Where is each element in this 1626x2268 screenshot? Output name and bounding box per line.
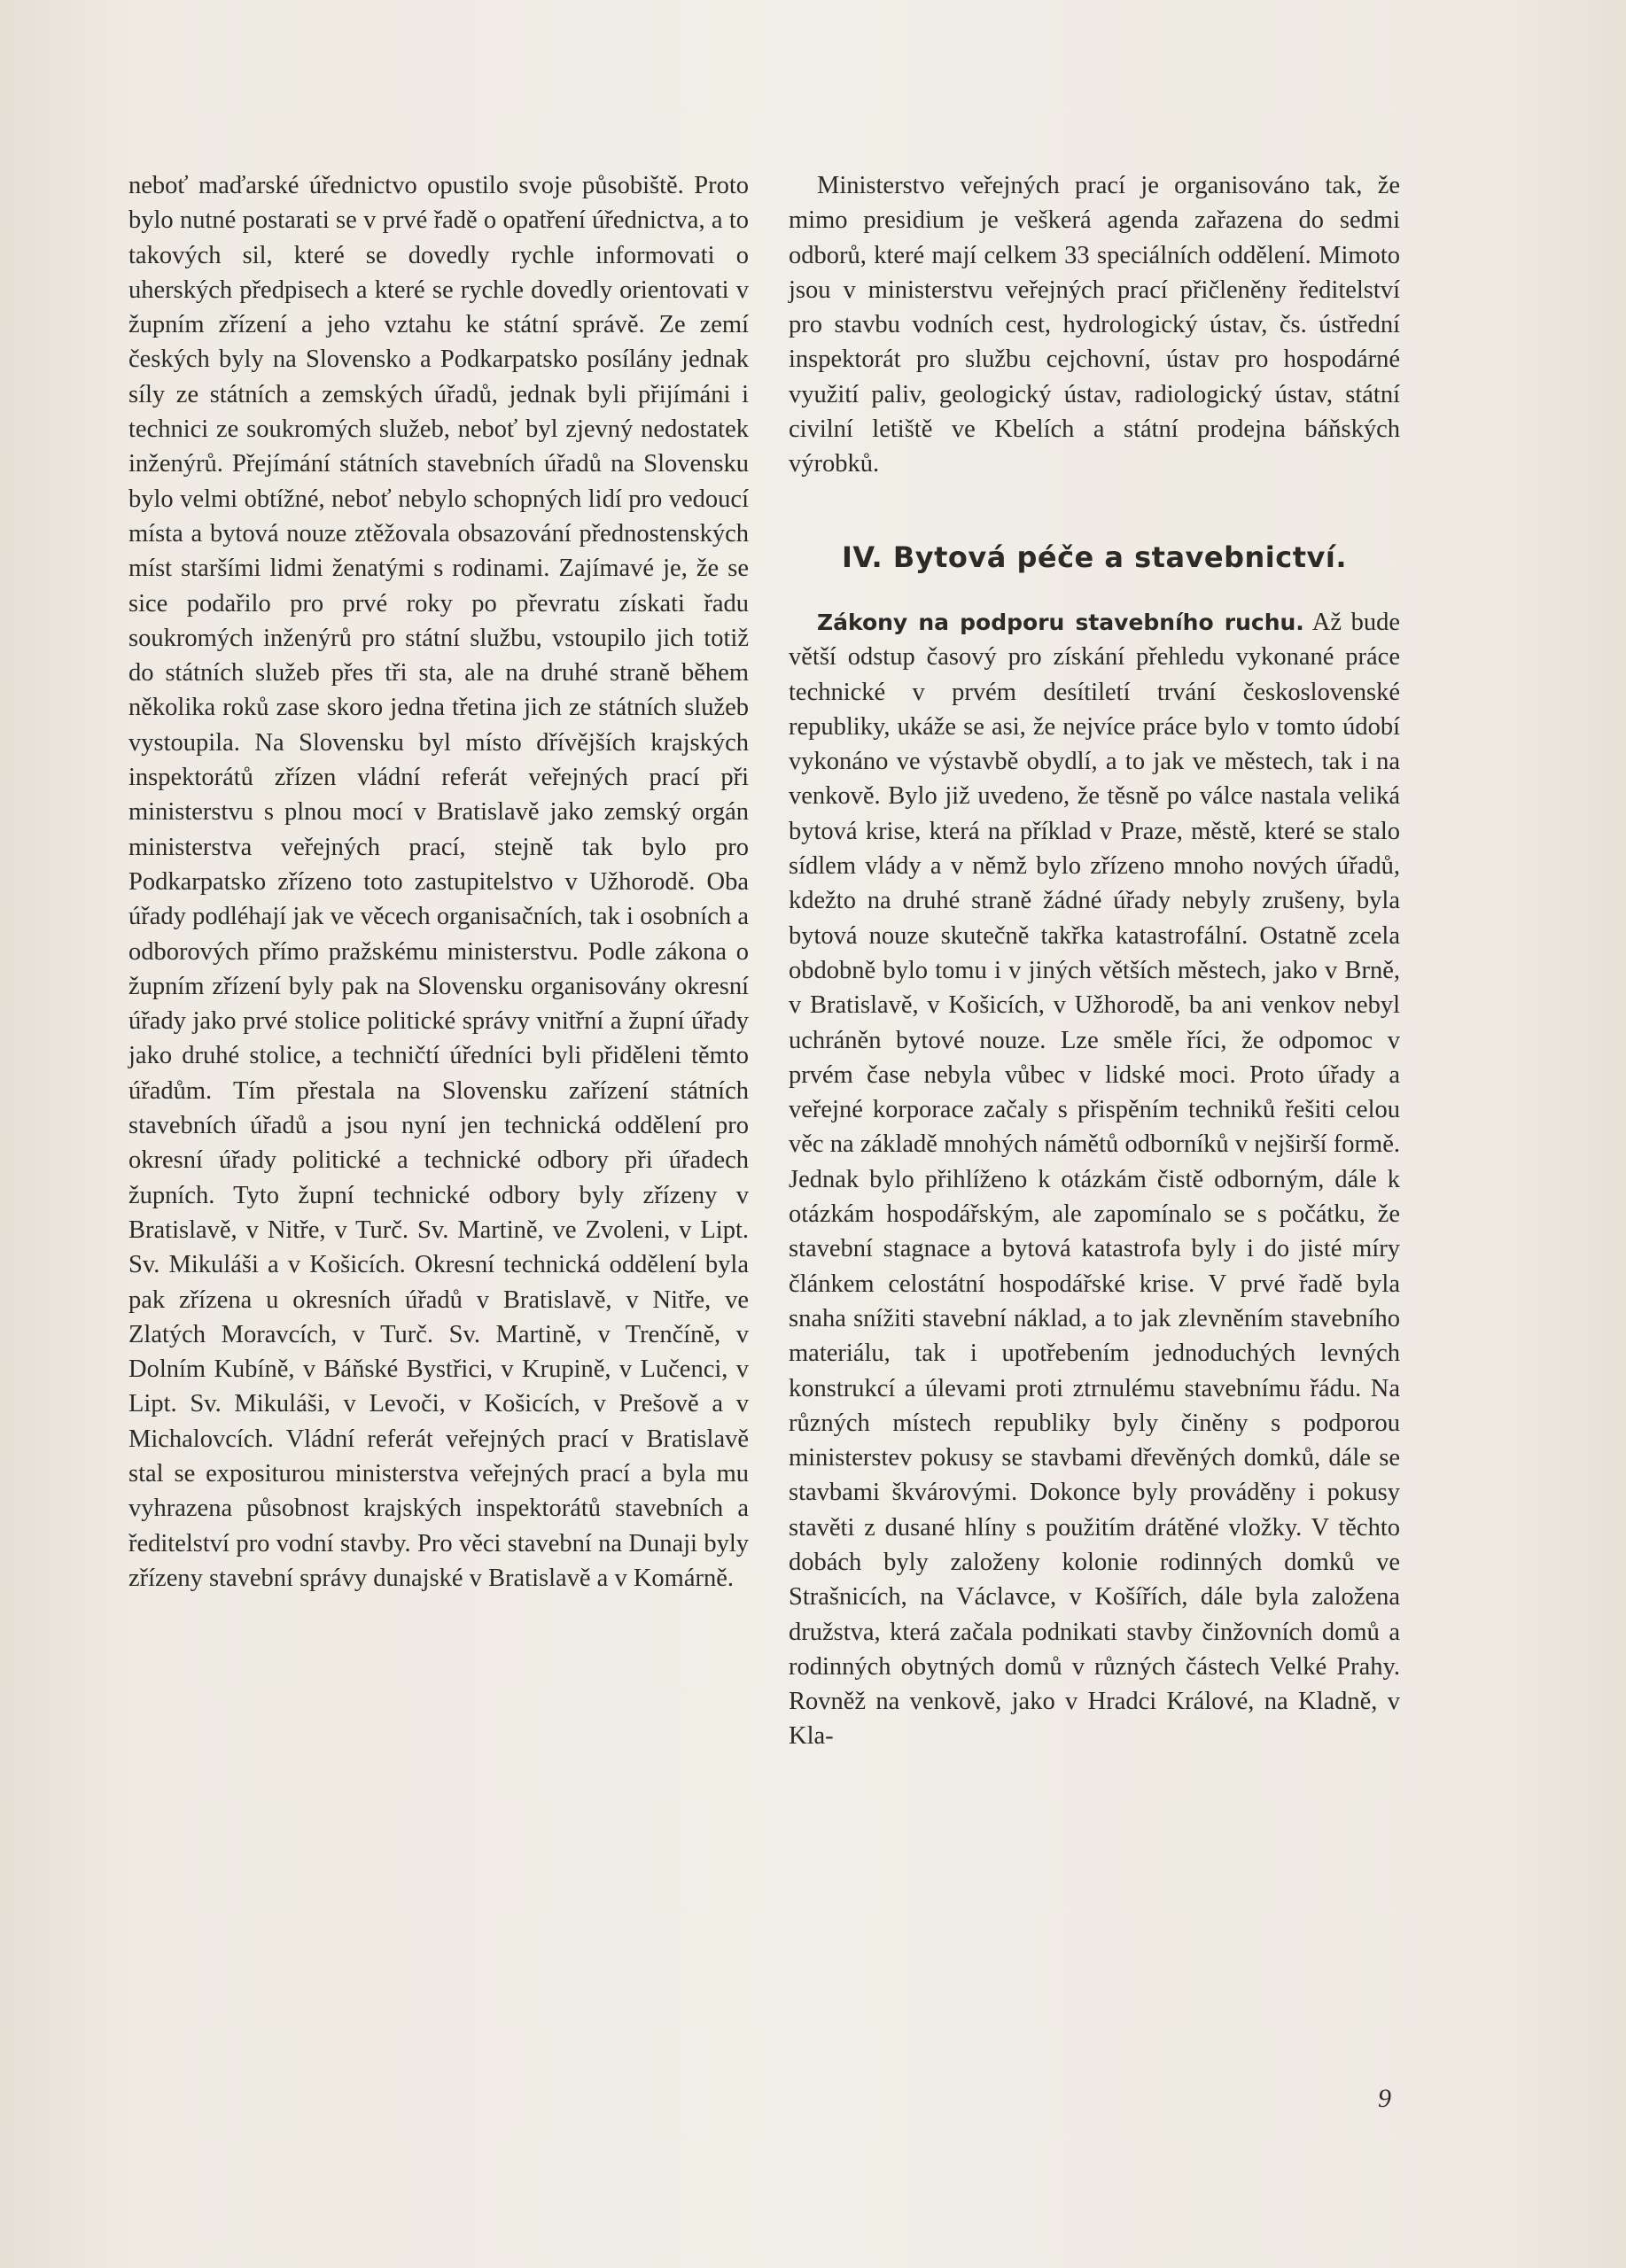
housing-paragraph-text: Až bude větší odstup časový pro získání přehledu vykonané práce technické v prvém desítiletí trvání československé republiky, ukáže se asi, že nejvíce práce bylo v tomto údobí vykonáno ve výstavbě obydlí, a to jak ve městech, tak i na venkově. Bylo již uvedeno, že těsně po válce nastala veliká bytová krise, která na příklad v Praze, městě, které se stalo sídlem vlády a v němž bylo zřízeno mnoho nových úřadů, kdežto na druhé straně žádné úřady nebyly zrušeny, byla bytová nouze skutečně takřka katastrofální. Ostatně zcela obdobně bylo tomu i v jiných větších městech, jako v Brně, v Bratislavě, v Košicích, v Užhorodě, ba ani venkov nebyl uchráněn bytové nouze. Lze směle říci, že odpomoc v prvém čase nebyla vůbec v lidské moci. Proto úřady a veřejné korporace začaly s přispěním techniků řešiti celou věc na základě mnohých námětů odborníků v nejširší formě. Jednak bylo přihlíženo k otázkám čistě odborným, dále k otázkám hospodářským, ale zapomínalo se s počátku, že stavební stagnace a bytová katastrofa byly i do jisté míry článkem celostátní hospodářské krise. V prvé řadě byla snaha snížiti stavební náklad, a to jak zlevněním stavebního materiálu, tak i upotřebením jednoduchých levných konstrukcí a úlevami proti ztrnulému stavebnímu řádu. Na různých místech republiky byly činěny s podporou ministerstev pokusy se stavbami dřevěných domků, dále se stavbami škvárovými. Dokonce byly prováděny i pokusy stavěti z dusané hlíny s použitím drátěné vložky. V těchto dobách byly založeny kolonie rodinných domků ve Strašnicích, na Václavce, v Košířích, dále byla založena družstva, která začala podnikati stavby činžovních domů a rodinných obytných domů v různých částech Velké Prahy. Rovněž na venkově, jako v Hradci Králové, na Kladně, v Kla-: [789, 608, 1400, 1751]
right-text-column: [789, 168, 1400, 1754]
ministry-paragraph: Ministerstvo veřejných prací je organisováno tak, že mimo presidium je veškerá agenda zařazena do sedmi odborů, které mají celkem 33 speciálních oddělení. Mimoto jsou v ministerstvu veřejných prací přičleněny ředitelství pro stavbu vodních cest, hydrologický ústav, čs. ústřední inspektorát pro službu cejchovní, ústav pro hospodárné využití paliv, geologický ústav, radiologický ústav, státní civilní letiště ve Kbelích a státní prodejna báňských výrobků.: [789, 172, 1400, 478]
left-column-paragraph: neboť maďarské úřednictvo opustilo svoje působiště. Proto bylo nutné postarati se v prvé řadě o opatření úřednictva, a to takových sil, které se dovedly rychle informovati o uherských předpisech a které se rychle dovedly orientovati v župním zřízení a jeho vztahu ke státní správě. Ze zemí českých byly na Slovensko a Podkarpatsko posílány jednak síly ze státních a zemských úřadů, jednak byli přijímáni i technici ze soukromých služeb, neboť byl zjevný nedostatek inženýrů. Přejímání státních stavebních úřadů na Slovensku bylo velmi obtížné, neboť nebylo schopných lidí pro vedoucí místa a bytová nouze ztěžovala obsazování přednostenských míst staršími lidmi ženatými s rodinami. Zajímavé je, že se sice podařilo pro prvé roky po převratu získati řadu soukromých inženýrů pro státní službu, vstoupilo jich totiž do státních služeb přes tři sta, ale na druhé straně během několika roků zase skoro jedna třetina jich ze státních služeb vystoupila. Na Slovensku byl místo dřívějších krajských inspektorátů zřízen vládní referát veřejných prací při ministerstvu s plnou mocí v Bratislavě jako zemský orgán ministerstva veřejných prací, stejně tak bylo pro Podkarpatsko zřízeno toto zastupitelstvo v Užhorodě. Oba úřady podléhají jak ve věcech organisačních, tak i osobních a odborových přímo pražskému ministerstvu. Podle zákona o župním zřízení byly pak na Slovensku organisovány okresní úřady jako prvé stolice politické správy vnitřní a župní úřady jako druhé stolice, a techničtí úředníci byli přiděleni těmto úřadům. Tím přestala na Slovensku zařízení státních stavebních úřadů a jsou nyní jen technická oddělení pro okresní úřady politické a technické odbory při úřadech župních. Tyto župní technické odbory byly zřízeny v Bratislavě, v Nitře, v Turč. Sv. Martině, ve Zvoleni, v Lipt. Sv. Mikuláši a v Košicích. Okresní technická oddělení byla pak zřízena u okresních úřadů v Bratislavě, v Nitře, ve Zlatých Moravcích, v Turč. Sv. Martině, v Trenčíně, v Dolním Kubíně, v Báňské Bystřici, v Krupině, v Lučenci, v Lipt. Sv. Mikuláši, v Levoči, v Košicích, v Prešově a v Michalovcích. Vládní referát veřejných prací v Bratislavě stal se expositurou ministerstva veřejných prací a byla mu vyhrazena působnost krajských inspektorátů stavebních a ředitelství pro vodní stavby. Pro věci stavební na Dunaji byly zřízeny stavební správy dunajské v Bratislavě a v Komárně.: [128, 172, 749, 1592]
left-text-column: [128, 168, 749, 1596]
housing-paragraph: [789, 605, 1400, 1754]
page-number: 9: [1378, 2084, 1391, 2113]
section-heading: IV. Bytová péče a stavebnictví.: [841, 540, 1348, 574]
run-in-heading: Zákony na podporu stavebního ruchu.: [817, 609, 1304, 635]
